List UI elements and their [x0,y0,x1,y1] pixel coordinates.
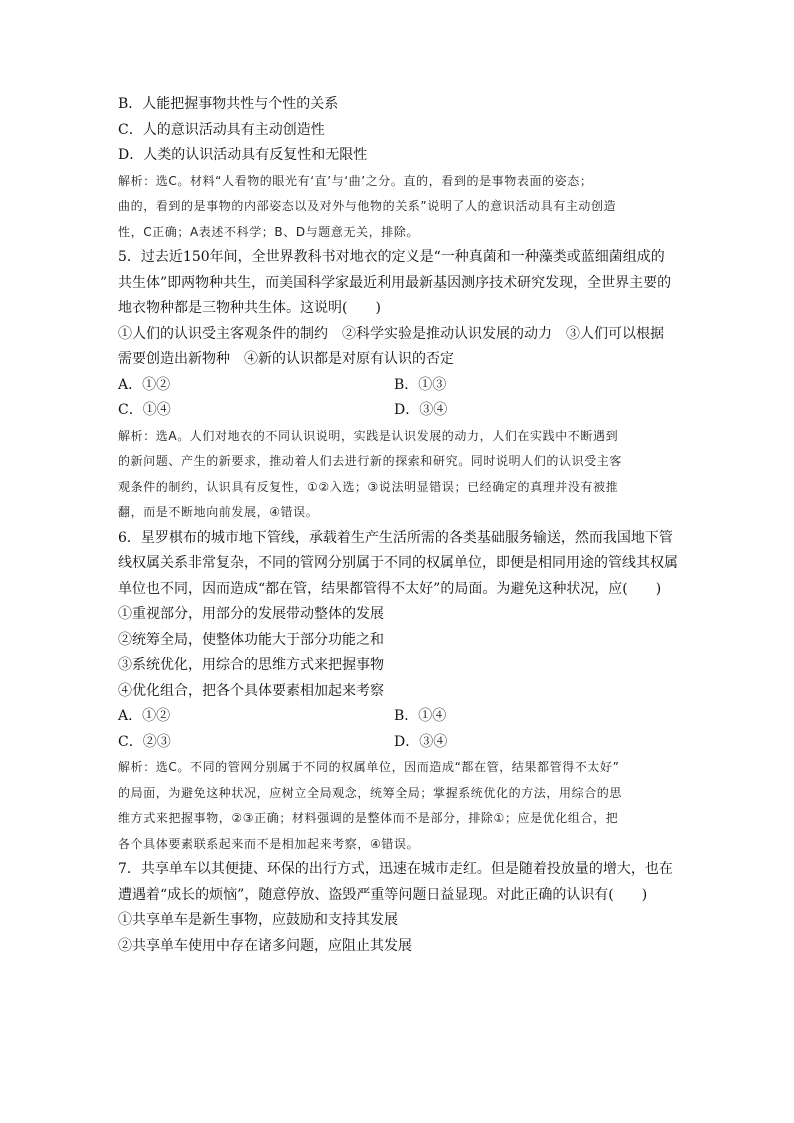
q5-explanation-line: 观条件的制约，认识具有反复性，①②入选；③说法明显错误；已经确定的真理并没有被推 [118,479,619,494]
q6-options-row [118,704,678,730]
q5-statement-line: 需要创造出新物种 ④新的认识都是对原有认识的否定 [118,351,454,367]
q7-stem-line: 遭遇着“成长的烦恼”，随意停放、盗毁严重等问题日益显现。对此正确的认识有( ) [118,886,648,903]
q5-option-b: B．①③ [394,376,447,393]
q5-statement-line: ①人们的认识受主客观条件的制约 ②科学实验是推动认识发展的动力 ③人们可以根据 [118,325,664,342]
q4-option-b: B．人能把握事物共性与个性的关系 [118,96,339,112]
q4-explanation-line: 曲的，看到的是事物的内部姿态以及对外与他物的关系”说明了人的意识活动具有主动创造 [118,199,617,213]
document-page [118,92,678,959]
q6-explanation-line: 的局面，为避免这种状况，应树立全局观念，统筹全局；掌握系统优化的方法，用综合的思 [118,785,623,800]
q4-explanation-line: 性，C正确；A表述不科学；B、D与题意无关，排除。 [118,224,420,239]
q6-explanation-line: 维方式来把握事物，②③正确；材料强调的是整体而不是部分，排除①；应是优化组合，把 [118,811,619,825]
q5-explanation-line: 解析：选A。人们对地衣的不同认识说明，实践是认识发展的动力，人们在实践中不断遇到 [118,428,619,443]
q5-explanation-line: 翻，而是不断地向前发展，④错误。 [118,505,319,519]
q5-option-a: A．①② [118,376,171,393]
q5-option-d: D．③④ [394,402,448,418]
q6-option-b: B．①④ [394,708,447,724]
q6-explanation-line: 各个具体要素联系起来而不是相加起来考察，④错误。 [118,836,420,851]
q6-option-c: C．②③ [118,733,171,750]
q6-stem-line: 单位也不同，因而造成“都在管，结果都管得不太好”的局面。为避免这种状况，应( ) [118,580,662,597]
q6-statement-line: ③系统优化，用综合的思维方式来把握事物 [118,657,384,673]
q5-stem-line: 5．过去近150年间，全世界教科书对地衣的定义是“一种真菌和一种藻类或蓝细菌组成的 [118,249,665,265]
q7-statement-line: ①共享单车是新生事物，应鼓励和支持其发展 [118,912,398,928]
q5-options-row [118,373,678,399]
q5-option-c: C．①④ [118,402,171,418]
q5-stem-line: 共生体”即两物种共生，而美国科学家最近利用最新基因测序技术研究发现，全世界主要的 [118,274,672,291]
q7-statement-line: ②共享单车使用中存在诸多问题，应阻止其发展 [118,937,412,954]
q4-option-d: D．人类的认识活动具有反复性和无限性 [118,147,368,163]
q6-stem-line: 线权属关系非常复杂，不同的管网分别属于不同的权属单位，即便是相同用途的管线其权属 [118,555,678,571]
q6-option-a: A．①② [118,708,171,724]
q6-statement-line: ②统筹全局，使整体功能大于部分功能之和 [118,631,384,648]
q4-option-c: C．人的意识活动具有主动创造性 [118,121,325,138]
q6-stem-line: 6．星罗棋布的城市地下管线，承载着生产生活所需的各类基础服务输送，然而我国地下管 [118,529,673,546]
q5-stem-line: 地衣物种都是三物种共生体。这说明( ) [118,300,381,316]
q6-option-d: D．③④ [394,733,448,750]
q6-options-row [118,730,678,756]
q6-statement-line: ①重视部分，用部分的发展带动整体的发展 [118,606,384,622]
q6-explanation-line: 解析：选C。不同的管网分别属于不同的权属单位，因而造成“都在管，结果都管得不太好” [118,760,620,774]
q7-stem-line: 7．共享单车以其便捷、环保的出行方式，迅速在城市走红。但是随着投放量的增大，也在 [118,861,673,877]
q5-explanation-line: 的新问题、产生的新要求，推动着人们去进行新的探索和研究。同时说明人们的认识受主客 [118,454,623,468]
q6-statement-line: ④优化组合，把各个具体要素相加起来考察 [118,682,384,699]
q5-options-row [118,398,678,424]
q4-explanation-line: 解析：选C。材料“人看物的眼光有‘直’与‘曲’之分。直的，看到的是事物表面的姿态； [118,173,593,188]
